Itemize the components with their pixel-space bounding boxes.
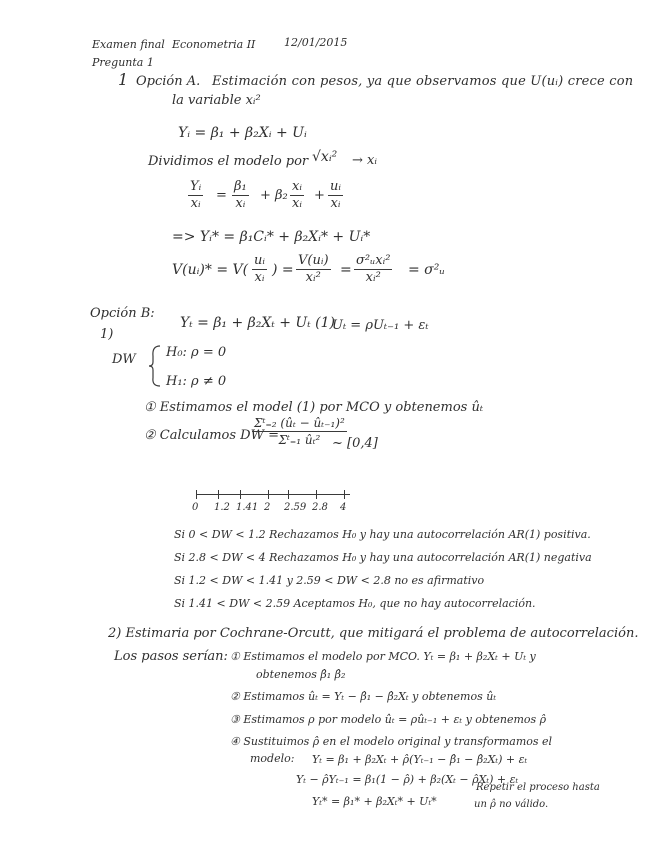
dw-rule-2: Si 2.8 < DW < 4 Rechazamos H₀ y hay una autocorrelación AR(1) negativa xyxy=(174,551,592,564)
co-step-c: ③ Estimamos ρ por modelo ûₜ = ρûₜ₋₁ + εₜ y obtenemos ρ̂ xyxy=(230,713,547,726)
co-eq-2: Yₜ − ρ̂Yₜ₋₁ = β₁(1 − ρ̂) + β₂(Xₜ − ρ̂Xₜ) + εₜ xyxy=(296,773,519,786)
co-eq-3: Yₜ* = β₁* + β₂Xₜ* + Uₜ* xyxy=(312,795,437,808)
dw-axis-tick-label: 4 xyxy=(340,502,347,513)
option-b-sub1: 1) xyxy=(100,327,114,342)
option-a-model: Yᵢ = β₁ + β₂Xᵢ + Uᵢ xyxy=(178,125,307,141)
option-a-line1: Estimación con pesos, ya que observamos que U(uᵢ) crece con xyxy=(212,74,634,89)
variance-f1-num: uᵢ xyxy=(254,253,265,268)
frac-u-den: xᵢ xyxy=(330,196,341,211)
co-step-a2: obtenemos β̂₁ β̂₂ xyxy=(256,668,346,681)
divide-text: Dividimos el modelo por xyxy=(148,154,309,169)
dw-axis-tick-mark xyxy=(218,490,219,499)
steps-intro: Los pasos serían: xyxy=(114,649,228,664)
item-number: 1 xyxy=(118,70,129,89)
frac-b2-num: xᵢ xyxy=(292,179,302,194)
variance-left: V(uᵢ)* = V( xyxy=(172,262,249,278)
option-b-ar: Uₜ = ρUₜ₋₁ + εₜ xyxy=(332,318,429,333)
frac-b2 xyxy=(290,180,304,211)
variance-eq2: = xyxy=(340,262,352,278)
option-b-heading: Opción B: xyxy=(90,306,155,321)
variance-frac2 xyxy=(296,254,331,285)
variance-f2-num: V(uᵢ) xyxy=(298,253,329,268)
dw-den: Σᵗ₌₁ ûₜ² xyxy=(278,433,321,447)
variance-f2-den: xᵢ² xyxy=(305,270,321,285)
dw-axis-tick-label: 1.2 xyxy=(214,502,230,513)
dw-rule-3: Si 1.2 < DW < 1.41 y 2.59 < DW < 2.8 no es afirmativo xyxy=(174,574,485,587)
transformed-model: => Yᵢ* = β₁Cᵢ* + β₂Xᵢ* + Uᵢ* xyxy=(172,229,371,245)
dw-axis-line xyxy=(196,494,350,495)
dw-step1: ① Estimamos el model (1) por MCO y obtenemos ûₜ xyxy=(144,400,484,415)
dw-label: DW xyxy=(112,352,136,367)
equals-sign: = xyxy=(216,188,227,203)
co-step-a: ① Estimamos el modelo por MCO. Yₜ = β₁ + β₂Xₜ + Uₜ y xyxy=(230,650,536,663)
divide-arrow: → xᵢ xyxy=(352,153,377,168)
option-a-heading: Opción A. xyxy=(136,74,201,89)
dw-axis-tick-mark xyxy=(344,490,345,499)
frac-y xyxy=(188,180,203,211)
repeat-note-2: un ρ̂ no válido. xyxy=(474,799,549,810)
dw-axis-tick-label: 2.59 xyxy=(284,502,307,513)
frac-y-den: xᵢ xyxy=(190,196,201,211)
variance-frac1 xyxy=(252,254,267,285)
frac-b2-den: xᵢ xyxy=(292,196,302,211)
frac-b1 xyxy=(232,180,249,211)
option-b-model: Yₜ = β₁ + β₂Xₜ + Uₜ (1) xyxy=(180,315,335,331)
frac-u xyxy=(328,180,343,211)
co-step-d2: modelo: xyxy=(250,752,295,765)
option-b-sub2: 2) Estimaria por Cochrane-Orcutt, que mitigará el problema de autocorrelación. xyxy=(108,626,639,641)
co-eq-1: Yₜ = β₁ + β₂Xₜ + ρ̂(Yₜ₋₁ − β̂₁ − β̂₂Xₜ) + εₜ xyxy=(312,753,528,766)
dw-axis-tick-mark xyxy=(288,490,289,499)
repeat-note-1: Repetir el proceso hasta xyxy=(476,782,600,793)
variance-close: ) = xyxy=(272,262,294,278)
frac-u-num: uᵢ xyxy=(330,179,341,194)
dw-step2: ② Calculamos DW = xyxy=(144,428,279,443)
dw-axis-tick-mark xyxy=(268,490,269,499)
frac-y-num: Yᵢ xyxy=(190,179,202,194)
co-step-b: ② Estimamos ûₜ = Yₜ − β̂₁ − β̂₂Xₜ y obtenemos ûₜ xyxy=(230,690,497,703)
dw-range: ~ [0,4] xyxy=(332,436,378,451)
dw-axis-tick-mark xyxy=(316,490,317,499)
dw-rule-4: Si 1.41 < DW < 2.59 Aceptamos H₀, que no hay autocorrelación. xyxy=(174,597,536,610)
variance-f1-den: xᵢ xyxy=(254,270,265,285)
dw-rule-1: Si 0 < DW < 1.2 Rechazamos H₀ y hay una autocorrelación AR(1) positiva. xyxy=(174,528,591,541)
exam-title: Examen final xyxy=(92,38,165,51)
dw-axis-tick-mark xyxy=(196,490,197,499)
dw-num: Σᵗ₌₂ (ûₜ − ûₜ₋₁)² xyxy=(254,416,345,430)
frac-b2-prefix: + β₂ xyxy=(260,188,288,203)
co-step-d: ④ Sustituimos ρ̂ en el modelo original y transformamos el xyxy=(230,735,553,748)
frac-b1-den: xᵢ xyxy=(235,196,246,211)
variance-f3-den: xᵢ² xyxy=(365,270,381,285)
dw-axis-tick-label: 2 xyxy=(264,502,271,513)
exam-date: 12/01/2015 xyxy=(284,36,348,49)
dw-axis-tick-label: 0 xyxy=(192,502,199,513)
dw-axis-tick-mark xyxy=(240,490,241,499)
h1: H₁: ρ ≠ 0 xyxy=(166,374,227,389)
option-a-line2: la variable xᵢ² xyxy=(172,93,261,108)
variance-frac3 xyxy=(354,254,392,285)
frac-b1-num: β₁ xyxy=(234,179,247,194)
variance-f3-num: σ²ᵤxᵢ² xyxy=(356,253,391,268)
h0: H₀: ρ = 0 xyxy=(166,345,227,360)
hypothesis-brace xyxy=(148,344,162,388)
course-name: Econometria II xyxy=(172,38,256,51)
variance-result: = σ²ᵤ xyxy=(408,262,445,278)
question-label: Pregunta 1 xyxy=(92,56,154,69)
dw-axis-tick-label: 2.8 xyxy=(312,502,328,513)
dw-axis-tick-label: 1.41 xyxy=(236,502,259,513)
plus-sign: + xyxy=(314,188,325,203)
divide-sqrt: √xᵢ² xyxy=(312,149,338,165)
